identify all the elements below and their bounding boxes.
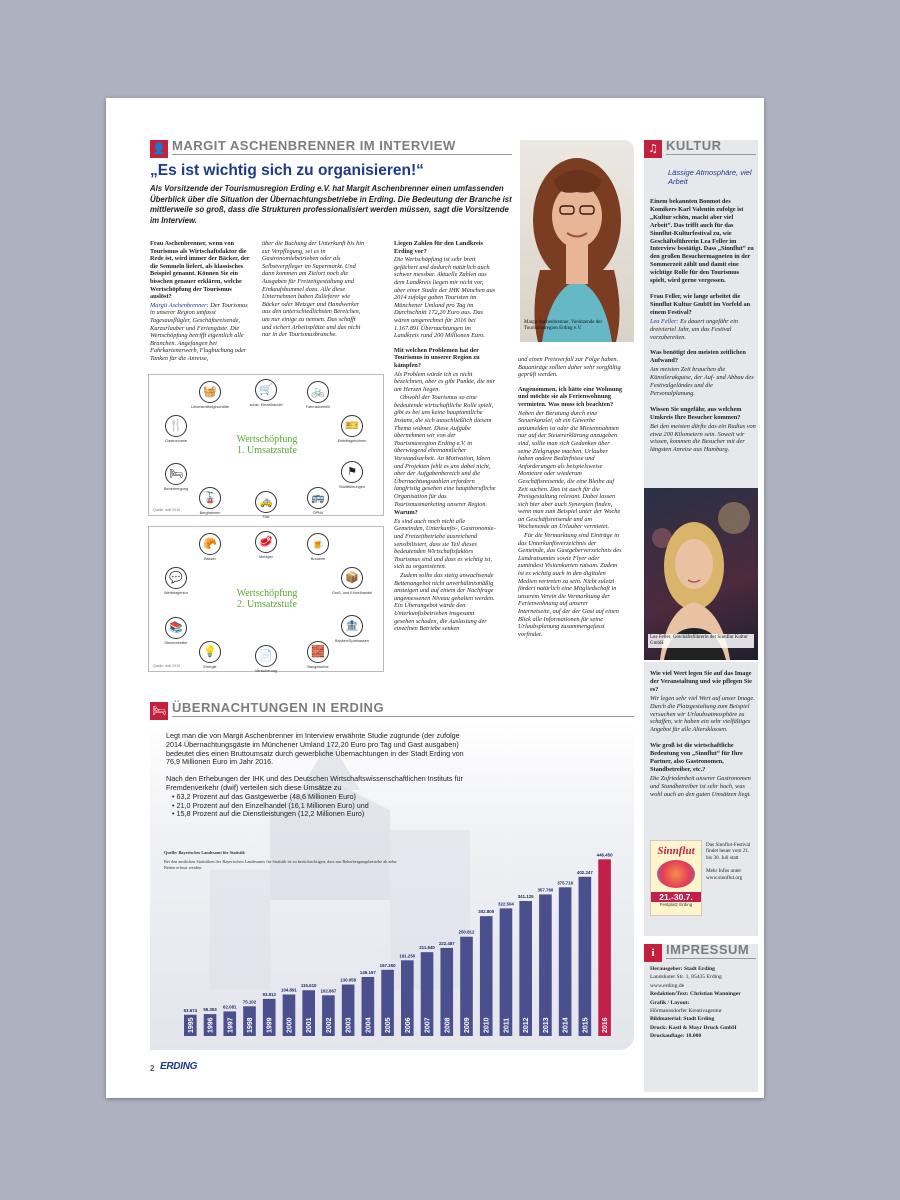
diagram-node [331, 615, 373, 643]
shopping-basket-icon: 🧺 [199, 381, 221, 403]
erding-logo: ERDING [160, 1061, 198, 1072]
diagram-node-label: Fahrradverleih [305, 405, 331, 409]
diagram-node-label: Steuerberater [164, 641, 188, 645]
portrait-photo-aschenbrenner [520, 140, 634, 342]
diagram-node [245, 379, 287, 407]
bicycle-icon: 🚲 [307, 381, 329, 403]
diagram-node [155, 415, 197, 443]
question-1: Frau Aschenbrenner, wenn von Tourismus als Wirtschaftsfaktor die Rede ist, wird immer der Bäcker, der die Semmeln liefert, als klassisches Beispiel genannt. Können Sie ein bisschen genauer erklären, welche Wertschöpfung der Tourismus auslöst? [150, 240, 250, 301]
chart-data-label: 375.716 [557, 880, 574, 886]
kultur-answer-4: Wir legen sehr viel Wert auf unser Image. Durch die Platzgestaltung zum Beispiel versuchen wir Urlaubsatmosphäre zu schaffen, wir haben ein sehr vielfältiges Angebot für alle Altersklassen. [650, 694, 755, 734]
interview-column-4 [518, 356, 622, 639]
answer-3a: Als Problem würde ich es nicht bezeichnen, aber es gibt Punkte, die mir am Herzen liegen. [394, 370, 496, 393]
uebernachtungen-chart-panel [150, 720, 634, 1050]
lightbulb-icon: 💡 [199, 641, 221, 663]
impressum-line: Redaktion/Text: Christian Wanninger [650, 991, 741, 998]
info-icon: i [644, 944, 662, 962]
chart-category-label: 1997 [227, 1017, 235, 1033]
chart-data-label: 102.867 [320, 988, 337, 994]
chart-category-label: 2003 [345, 1017, 353, 1033]
impressum-lines [650, 966, 758, 1042]
diagram-title-line-1: Wertschöpfung [236, 434, 298, 445]
chart-data-label: 62.081 [223, 1004, 237, 1010]
chart-category-label: 2006 [404, 1017, 412, 1033]
diagram-source: Quelle: dwif 2015 [153, 664, 181, 668]
chart-data-label: 104.891 [281, 987, 297, 993]
diagram-node [331, 415, 373, 443]
books-icon: 📚 [165, 617, 187, 639]
diagram-node-label: ÖPNV [312, 511, 324, 515]
cable-car-icon: 🚡 [199, 487, 221, 509]
chart-data-label: 302.800 [478, 909, 495, 915]
poster-dates: 21.-30.7. [651, 892, 701, 902]
beer-icon: 🍺 [307, 533, 329, 555]
diagram-node [331, 567, 373, 595]
diagram-node-label: Beherbergung [163, 487, 189, 491]
diagram-node [245, 531, 287, 559]
diagram-node [189, 381, 231, 409]
diagram-node-label: Bergbahnen [199, 511, 221, 515]
chart-category-label: 2004 [365, 1017, 373, 1033]
wertschoepfung-diagram-1 [148, 374, 384, 519]
answer-5a: Neben der Beratung durch eine Steuerkanzlei, ob ein Gewerbe anzumelden ist oder die Mieteinnahmen nur auf der Steuererklärung anzugeben sind, sollte man sich Gedanken über seine Zielgruppe machen. Urlauber haben andere Bedürfnisse und Anforderungen als beispielsweise Monteure oder wiederum Geschäftsreisende, die eine Bleibe auf Zeit suchen. Das ist auch für die Preisgestaltung relevant. Dabei lassen sich hier aber auch Synergien finden, wenn man zum Beispiel unter der Woche an Geschäftsreisende und am Wochenende an Urlauber vermietet. [518, 409, 621, 531]
poster-graphic [657, 860, 695, 888]
diagram-node-label: Eintrittsgebühren [337, 439, 367, 443]
hand-truck-icon: 📦 [341, 567, 363, 589]
impressum-line: Bildmaterial: Stadt Erding [650, 1016, 715, 1023]
bed-icon: 🛏 [150, 702, 168, 720]
kultur-answer-1: Es dauert ungefähr ein dreiviertel Jahr, um das Festival vorzubereiten. [650, 317, 738, 341]
chart-data-label: 55.353 [203, 1007, 217, 1013]
interview-column-1 [150, 240, 254, 364]
diagram-title-line-2: 2. Umsatzstufe [237, 599, 297, 610]
chart-bar [500, 908, 513, 1036]
chart-category-label: 1999 [266, 1017, 274, 1033]
poster-place: Festplatz Erding [659, 902, 693, 907]
impressum-line: Druckauflage: 18.000 [650, 1033, 702, 1040]
kultur-speaker-label: Lea Feller: [650, 317, 679, 325]
kultur-subhead: Lässige Atmosphäre, viel Arbeit [668, 168, 752, 186]
interview-headline: „Es ist wichtig sich zu organisieren!“ [150, 162, 424, 179]
diagram-node-label: Taxi [262, 515, 270, 519]
chart-bar [598, 859, 611, 1036]
impressum-section-label: IMPRESSUM [666, 942, 756, 959]
diagram-node-label: Gastronomie [165, 439, 187, 443]
kultur-intro: Einem bekannten Bonmot des Komikers Karl Valentin zufolge ist „Kultur schön, macht aber viel Arbeit“. Das trifft auch für das Sinnflut-Kulturfestival zu, wie Geschäftsführerin Lea Feller im Interview bestätigt. Dass „Sinnflut“ zu den großen Besuchermagneten in der Sommerzeit zählt und damit eine wichtige Rolle für den Tourismus spielt, wird gerne vergessen. [650, 198, 754, 285]
kultur-question-1: Frau Feller, wie lange arbeitet die Sinnflut Kultur GmbH im Vorfeld an einem Festival? [650, 292, 751, 316]
uebernachtungen-para-1: Legt man die von Margit Aschenbrenner im Interview erwähnte Studie zugrunde (der zufolge 2014 Übernachtungsgäste im Münchener Umland 172,20 Euro pro Tag und Gast ausgaben) bedeutet dies einen Bruttoumsatz durch gewerbliche Übernachtungen in der Stadt Erding von 76,9 Millionen Euro im Jahr 2016. [166, 731, 464, 767]
diagram-node-label: Metzger [259, 555, 273, 559]
kultur-text-column-2 [650, 670, 756, 800]
chart-category-label: 2002 [325, 1017, 333, 1033]
chart-bar [539, 894, 552, 1036]
chart-category-label: 2014 [562, 1017, 570, 1033]
kultur-text-column [650, 198, 756, 455]
speech-bubble-icon: 💬 [165, 567, 187, 589]
chart-category-label: 2009 [463, 1017, 471, 1033]
interview-column-3 [394, 240, 496, 634]
diagram-node-label: Werbeagentur [164, 591, 188, 595]
signpost-icon: ⚑ [341, 461, 363, 483]
diagram-node [189, 641, 231, 669]
poster-more-info: Mehr Infos unter www.sinnflut.org [706, 868, 743, 881]
uebernachtungen-para-2: Nach den Erhebungen der IHK und des Deutschen Wirtschaftswissenschaftlichen Instituts für Fremdenverkehr (dwif) verteilen sich diese Umsätze zu [166, 774, 463, 792]
kultur-question-3: Wissen Sie ungefähr, aus welchem Umkreis Ihre Besucher kommen? [650, 405, 742, 421]
chart-category-label: 2011 [503, 1017, 511, 1033]
diagram-source: Quelle: dwif 2015 [153, 508, 181, 512]
diagram-node [331, 461, 373, 489]
question-3: Mit welchen Problemen hat der Tourismus in unserer Region zu kämpfen? [394, 346, 480, 369]
speaker-label: Margit Aschenbrenner: [150, 301, 209, 309]
chart-category-label: 2008 [444, 1017, 452, 1033]
bread-icon: 🥐 [199, 533, 221, 555]
answer-4a: Es sind auch noch nicht alle Gemeinden, Unterkunfts-, Gastronomie- und Freizeitbetriebe ausreichend sensibilisiert, dass sie Teil dieses bedeutenden Wirtschaftsfaktors Tourismus sind und dass es wichtig ist, sich zu organisieren. [394, 517, 496, 571]
chart-data-label: 149.157 [359, 969, 376, 975]
chart-source-line-1: Quelle: Bayerisches Landesamt für Statistik [164, 850, 245, 855]
diagram-title-line-1: Wertschöpfung [236, 588, 298, 599]
chart-category-label: 2005 [385, 1017, 393, 1033]
question-4: Warum? [394, 509, 418, 517]
diagram-node [245, 645, 287, 673]
answer-1-continued: über die Buchung der Unterkunft bis hin zur Verpflegung, sei es in Gastronomiebetrieben oder als Selbstverpfleger im Supermarkt. Und dann kommen am Zielort noch die Ausgaben für Freizeitgestaltung und Einkaufsbummel dazu. Alle diese Unternehmen haben Zulieferer wie Bäcker oder Metzger und Handwerker aus den unterschiedlichsten Bereichen, um nur einige zu nennen. Das schafft und sichert Arbeitsplätze und das nicht nur in der Tourismusbranche. [262, 240, 365, 339]
answer-2: Die Wertschöpfung ist sehr breit gefächert und dadurch natürlich auch schwer messbar. Aktuelle Zahlen aus dem Landkreis liegen mir nicht vor, aber einer Studie der IHK München aus 2014 zufolge gaben Touristen im Münchener Umland pro Tag im Durchschnitt 172,20 Euro aus. Das wären umgerechnet für 2016 bei 1.167.891 Übernachtungen im Landkreis rund 200 Millionen Euro. [394, 256, 496, 340]
interview-column-2 [262, 240, 366, 340]
diagram-node-label: Brauerei [310, 557, 326, 561]
impressum-line: www.erding.de [650, 982, 685, 989]
diagram-node-label: sonst. Einzelhandel [249, 403, 283, 407]
trowel-icon: 🧱 [307, 641, 329, 663]
question-5: Angenommen, ich hätte eine Wohnung und möchte sie als Ferienwohnung vermieten. Was muss ich beachten? [518, 385, 622, 408]
diagram-node [189, 487, 231, 515]
meat-icon: 🥩 [255, 531, 277, 553]
diagram-node-label: Versicherung [254, 669, 278, 673]
chart-bar [519, 901, 532, 1036]
diagram-node-label: Stadtführungen [339, 485, 365, 489]
answer-4b: Zudem sollte das stetig anwachsende Bettenangebot nicht unverhältnismäßig ansteigen und auf einem der Nachfrage angemessenen Niveau gehalten werden. Ein Überangebot würde den Unterkunftsbetrieben insgesamt gesehen schaden, die Auslastung der einzelnen Betriebe senken [394, 571, 495, 633]
diagram-node [245, 491, 287, 519]
answer-5b: Für die Vermarktung sind Einträge in das Unterkunftsverzeichnis der Gemeinde, das Gastgeberverzeichnis des Landratsamtes sowie Flyer oder zumindest Visitenkarten ratsam. Zudem ist es wichtig auch in den digitalen Medien vertreten zu sein. Nicht zuletzt fördert natürlich eine Mitgliedschaft in unserem Verein die Vermarktung der Ferienwohnung auf unserer Internetseite, auf der der Gast auf einen Blick alle Informationen für seine Urlaubsplanung zusammengefasst vorfindet. [518, 532, 622, 638]
diagram-node-label: Bäcker [204, 557, 216, 561]
chart-category-label: 2001 [306, 1017, 314, 1033]
impressum-line: Druck: Kastl & Mayr Druck GmbH [650, 1024, 737, 1031]
bed-icon: 🛏 [165, 463, 187, 485]
uebernachtungen-bullet: • 15,8 Prozent auf die Dienstleistungen (12,2 Millionen Euro) [172, 809, 365, 819]
diagram-node [297, 533, 339, 561]
impressum-line: Landshuter Str. 1, 85435 Erding [650, 974, 722, 981]
music-note-icon: ♫ [644, 140, 662, 158]
diagram-center-label [217, 434, 317, 456]
impressum-line: Herausgeber: Stadt Erding [650, 966, 715, 972]
chart-category-label: 2000 [286, 1017, 294, 1033]
cutlery-icon: 🍴 [165, 415, 187, 437]
poster-note: Das Sinnflut-Festival findet heuer vom 21. bis 30. Juli statt [706, 842, 751, 861]
interview-section-label: MARGIT ASCHENBRENNER IM INTERVIEW [172, 138, 512, 155]
poster-note-box [706, 842, 756, 882]
shopping-cart-icon: 🛒 [255, 379, 277, 401]
diagram-node-label: Energie [203, 665, 217, 669]
chart-category-label: 1995 [187, 1017, 195, 1033]
bank-icon: 🏦 [341, 615, 363, 637]
feller-photo-caption: Lea Feller, Geschäftsführerin der Sinnflut Kultur GmbH [648, 634, 754, 648]
chart-data-label: 93.812 [262, 991, 276, 997]
chart-data-label: 341.125 [517, 894, 534, 900]
chart-data-label: 357.760 [537, 887, 554, 893]
wertschoepfung-diagram-2 [148, 526, 384, 672]
diagram-node [189, 533, 231, 561]
interview-lead: Als Vorsitzende der Tourismusregion Erding e.V. hat Margit Aschenbrenner einen umfassenden Überblick über die Situation der Übernachtungsbetriebe in Erding. Die Bedeutung der Branche ist mittlerweile so groß, dass die Strukturen professionalisiert werden müssen, sagt die Vorsitzende im Interview. [150, 184, 512, 225]
question-2: Liegen Zahlen für den Landkreis Erding vor? [394, 240, 483, 255]
chart-data-label: 222.487 [438, 940, 455, 946]
chart-data-label: 211.840 [419, 945, 435, 951]
chart-data-label: 130.058 [340, 977, 357, 983]
aschenbrenner-photo-caption: Margit Aschenbrenner, Vorsitzende der Tourismusregion Erding e.V. [524, 320, 603, 331]
chart-category-label: 2010 [483, 1017, 491, 1033]
diagram-node [297, 487, 339, 515]
diagram-node-label: Baugewerbe [307, 665, 329, 669]
taxi-icon: 🚕 [255, 491, 277, 513]
kultur-question-2: Was benötigt den meisten zeitlichen Aufwand? [650, 349, 746, 365]
chart-data-label: 115.610 [300, 983, 317, 989]
kultur-answer-5: Die Zufriedenheit unserer Gastronomen und Standbetreiber ist sehr hoch, was wohl auch an den guten Umsätzen liegt. [650, 774, 751, 798]
uebernachtungen-bullet: • 21,0 Prozent auf den Einzelhandel (16,1 Millionen Euro) und [172, 800, 369, 810]
chart-category-label: 2016 [602, 1017, 610, 1033]
answer-4c: und einen Preisverfall zur Folge haben. Bauanträge sollten daher sehr sorgfältig geprüft werden. [518, 356, 621, 379]
chart-category-label: 2007 [424, 1017, 432, 1033]
diagram-node [297, 381, 339, 409]
bus-icon: 🚌 [307, 487, 329, 509]
kultur-question-4: Wie viel Wert legen Sie auf das Image der Veranstaltung und wie pflegen Sie es? [650, 670, 752, 693]
diagram-title-line-2: 1. Umsatzstufe [237, 445, 297, 456]
chart-data-label: 446.450 [596, 852, 613, 858]
diagram-center-label [217, 588, 317, 610]
kultur-answer-3: Bei den meisten dürfte das ein Radius von etwa 200 Kilometern sein. Soweit wir wissen, kommen die Besucher mit der längsten Anreise aus Hamburg. [650, 422, 756, 454]
chart-data-label: 402.247 [576, 869, 593, 875]
document-icon: 📄 [255, 645, 277, 667]
impressum-line: Hörmannsdorfer Kreativagentur [650, 1008, 722, 1015]
poster-title: Sinnflut [657, 845, 695, 857]
diagram-node-label: Groß- und Einzelhandel [331, 591, 373, 595]
chart-source-line-2: Bei den amtlichen Statistiken des Bayerischen Landesamts für Statistik ist zu berücksichtigen, dass nur Beherbergungsbetriebe ab zehn Betten erfasst werden. [164, 858, 397, 870]
chart-data-label: 167.260 [379, 962, 396, 968]
kultur-answer-2: Am meisten Zeit brauchen die Künstlerakquise, der Auf- und Abbau des Festivalgeländes und die Personalplanung. [650, 366, 754, 397]
answer-1: Der Tourismus in unserer Region umfasst Tagesausflügler, Geschäftsreisende, Kurzurlauber und Feriengäste. Die Wertschöpfung betrifft eigentlich alle Branchen. Angefangen bei Fahrkartenerwerb, Flugbuchung oder Tanken für die Anreise, [150, 301, 248, 362]
chart-data-label: 250.812 [458, 929, 475, 935]
ticket-icon: 🎫 [341, 415, 363, 437]
chart-bar [579, 877, 592, 1036]
page-number: 2 [150, 1064, 155, 1073]
kultur-section-label: KULTUR [666, 138, 756, 155]
magazine-page [106, 98, 764, 1098]
kultur-question-5: Wie groß ist die wirtschaftliche Bedeutung von „Sinnflut“ für Ihre Partner, also Gastronomen, Standbetreiber, etc.? [650, 742, 743, 773]
chart-category-label: 1996 [207, 1017, 215, 1033]
portrait-photo-feller [644, 488, 758, 660]
chart-category-label: 2012 [523, 1017, 531, 1033]
chart-category-label: 2015 [582, 1017, 590, 1033]
uebernachtungen-bar-chart [150, 720, 634, 1050]
chart-category-label: 2013 [542, 1017, 550, 1033]
uebernachtungen-bullet: • 63,2 Prozent auf das Gastgewerbe (48,6 Millionen Euro) [172, 791, 356, 801]
uebernachtungen-section-label: ÜBERNACHTUNGEN IN ERDING [172, 700, 634, 717]
chart-data-label: 75.102 [242, 999, 257, 1005]
diagram-node [297, 641, 339, 669]
sinnflut-festival-poster [650, 840, 702, 916]
chart-data-label: 53.674 [183, 1007, 198, 1013]
impressum-line: Grafik / Layout: [650, 999, 690, 1006]
chart-data-label: 322.504 [498, 901, 514, 907]
person-icon: 👤 [150, 140, 168, 158]
diagram-node-label: Lebensmittelgeschäfte [191, 405, 229, 409]
chart-data-label: 191.250 [399, 953, 416, 959]
diagram-node [155, 567, 197, 595]
chart-category-label: 1998 [246, 1017, 254, 1033]
diagram-node-label: Banken/Sparkassen [335, 639, 369, 643]
chart-bar [559, 887, 572, 1036]
answer-3b: Obwohl der Tourismus so eine bedeutende wirtschaftliche Rolle spielt, gibt es bei uns keine hauptamtliche Instanz, die sich ausschließlich diesem Thema widmet. Diese Aufgabe übernehmen wir von der Tourismusregion Erding e.V. in überwiegend ehrenamtlicher Vorstandsarbeit. An Motivation, Ideen und Projekten fehlt es uns dabei nicht, aber der Aufgabenbereich und die Übernachtungszahlen erfordern langfristig gesehen eine hauptberufliche Organisation für das Tourismusmarketing unserer Region. [394, 394, 496, 508]
